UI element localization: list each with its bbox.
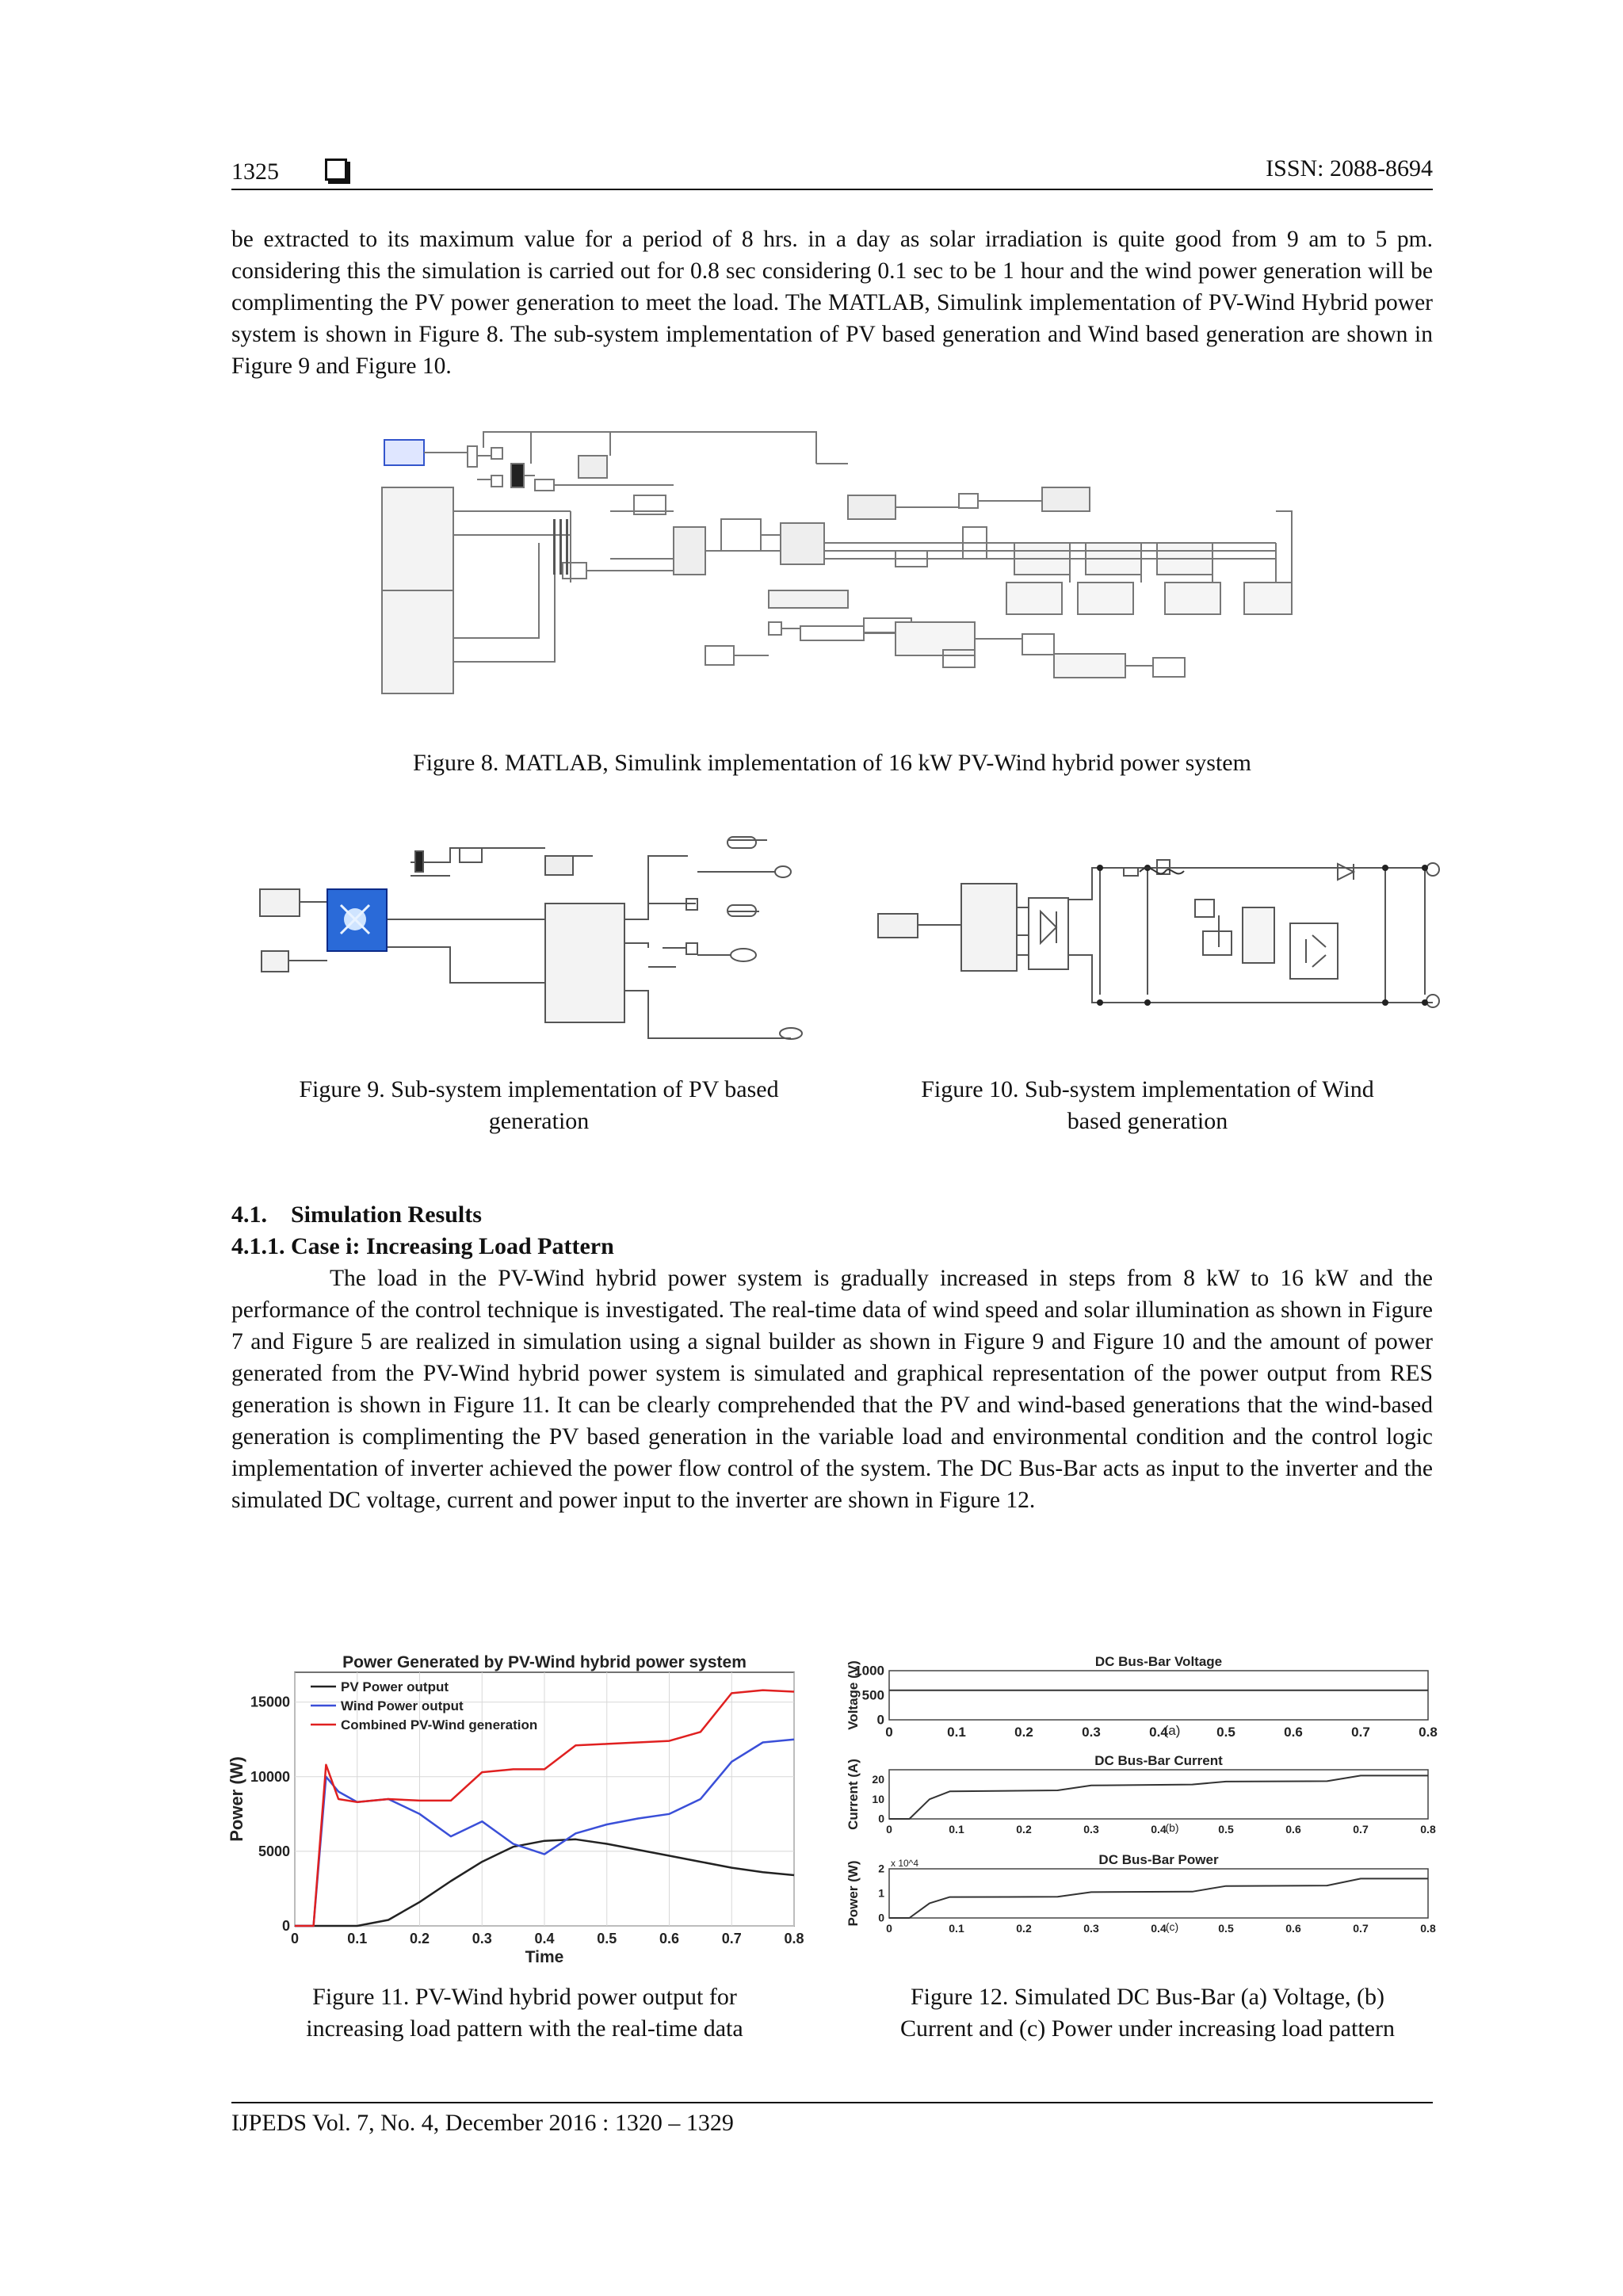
x-tick-label: 0 — [886, 1823, 892, 1836]
y-tick-label: 0 — [876, 1712, 884, 1728]
x-tick-label: 0.3 — [472, 1931, 492, 1946]
x-tick-label: 0.5 — [1218, 1922, 1234, 1935]
figure12-caption: Figure 12. Simulated DC Bus-Bar (a) Voltage, (b) Current and (c) Power under increasing load pattern — [900, 1984, 1395, 2042]
y-axis-label: Power (W) — [227, 1756, 246, 1842]
x-tick-label: 0.4 — [1151, 1823, 1167, 1836]
results-paragraph: The load in the PV-Wind hybrid power system is gradually increased in steps from 8 kW to 16 kW and the performance of the control technique is investigated. The real-time data of wind speed and solar illumination as shown in Figure 7 and Figure 5 are realized in simulation using a signal builder as shown in Figure 9 and Figure 10 and the amount of power generated from the PV-Wind hybrid power system is simulated and graphical representation of the power output from RES generation is shown in Figure 11. It can be clearly comprehended that the PV and wind-based generations that the wind-based generation is complimenting the PV based generation in the variable load and environmental condition and the control logic implementation of inverter achieved the power flow control of the system. The DC Bus-Bar acts as input to the inverter and the simulated DC voltage, current and power input to the inverter are shown in Figure 12. — [231, 1266, 1433, 1513]
x-tick-label: 0.3 — [1082, 1725, 1101, 1740]
figure10-wind-subsystem-diagram — [878, 836, 1449, 1042]
x-tick-label: 0.4 — [1149, 1725, 1168, 1740]
x-tick-label: 0.8 — [1420, 1823, 1436, 1836]
x-tick-label: 0.8 — [784, 1931, 804, 1946]
panel-label: (c) — [1165, 1920, 1179, 1933]
x-tick-label: 0.1 — [949, 1823, 964, 1836]
issn: ISSN: 2088-8694 — [1266, 155, 1433, 181]
x-tick-label: 0.7 — [1351, 1725, 1370, 1740]
y-tick-label: 500 — [861, 1687, 884, 1703]
x-tick-label: 0.7 — [1353, 1823, 1369, 1836]
x-tick-label: 0.4 — [534, 1931, 555, 1946]
y-tick-label: 10 — [872, 1792, 884, 1805]
x-tick-label: 0.6 — [1284, 1725, 1303, 1740]
figure11-caption: Figure 11. PV-Wind hybrid power output for increasing load pattern with the real-time data — [306, 1984, 743, 2042]
y-multiplier-label: x 10^4 — [891, 1858, 918, 1869]
x-tick-label: 0.5 — [597, 1931, 617, 1946]
x-tick-label: 0 — [886, 1922, 892, 1935]
x-tick-label: 0.3 — [1083, 1922, 1099, 1935]
y-tick-label: 10000 — [250, 1768, 290, 1785]
y-tick-label: 0 — [878, 1812, 884, 1825]
x-tick-label: 0 — [290, 1931, 300, 1946]
figure12-dc-busbar-charts — [840, 1648, 1442, 1981]
x-tick-label: 0.5 — [1216, 1725, 1235, 1740]
legend-entry: PV Power output — [341, 1679, 449, 1694]
x-tick-label: 0.2 — [1016, 1922, 1032, 1935]
figure9-pv-subsystem-diagram — [252, 832, 846, 1038]
legend-entry: Wind Power output — [341, 1698, 464, 1713]
figure8-simulink-diagram — [372, 432, 1308, 717]
x-tick-label: 0.1 — [347, 1931, 368, 1946]
x-tick-label: 0.8 — [1420, 1922, 1436, 1935]
subsection-heading: 4.1.1. Case i: Increasing Load Pattern — [231, 1233, 614, 1259]
voltage-panel — [846, 1654, 1438, 1740]
y-tick-label: 0 — [878, 1911, 884, 1924]
x-tick-label: 0.6 — [659, 1931, 680, 1946]
panel-label: (b) — [1165, 1821, 1179, 1834]
figure11-power-chart — [227, 1648, 818, 1981]
x-tick-label: 0.8 — [1419, 1725, 1438, 1740]
x-tick-label: 0.3 — [1083, 1823, 1099, 1836]
y-axis-label: Current (A) — [846, 1759, 861, 1830]
chart-title: DC Bus-Bar Current — [1094, 1753, 1223, 1768]
header-rule — [231, 189, 1433, 190]
chart-title: Power Generated by PV-Wind hybrid power system — [342, 1653, 747, 1671]
panel-label: (a) — [1163, 1723, 1181, 1738]
x-tick-label: 0.1 — [947, 1725, 966, 1740]
footer-journal-info: IJPEDS Vol. 7, No. 4, December 2016 : 1320 – 1329 — [231, 2110, 734, 2136]
y-tick-label: 1000 — [854, 1663, 884, 1679]
plot-area — [889, 1869, 1428, 1918]
chart-title: DC Bus-Bar Power — [1098, 1852, 1219, 1867]
current-panel — [846, 1753, 1436, 1836]
legend-entry: Combined PV-Wind generation — [341, 1717, 538, 1733]
y-tick-label: 15000 — [250, 1694, 290, 1710]
intro-paragraph: be extracted to its maximum value for a period of 8 hrs. in a day as solar irradiation is quite good from 9 am to 5 pm. considering this the simulation is carried out for 0.8 sec considering 0.1 sec to be 1 hour and the wind power generation will be complimenting the PV power generation to meet the load. The MATLAB, Simulink implementation of PV-Wind Hybrid power system is shown in Figure 8. The sub-system implementation of PV based generation and Wind based generation are shown in Figure 9 and Figure 10. — [231, 227, 1433, 379]
x-tick-label: 0 — [885, 1725, 893, 1740]
footer-rule — [231, 2102, 1433, 2103]
x-tick-label: 0.2 — [1016, 1823, 1032, 1836]
y-axis-label: Voltage (V) — [846, 1660, 861, 1730]
power-dc-panel — [846, 1852, 1436, 1935]
x-axis-label: Time — [525, 1948, 564, 1966]
x-tick-label: 0.2 — [1014, 1725, 1033, 1740]
x-tick-label: 0.1 — [949, 1922, 964, 1935]
x-tick-label: 0.7 — [721, 1931, 742, 1946]
page-number: 1325 — [231, 159, 279, 185]
x-tick-label: 0.5 — [1218, 1823, 1234, 1836]
y-tick-label: 1 — [878, 1886, 884, 1900]
x-tick-label: 0.6 — [1285, 1922, 1301, 1935]
x-tick-label: 0.7 — [1353, 1922, 1369, 1935]
square-bullet-icon — [325, 159, 347, 181]
y-tick-label: 20 — [872, 1773, 884, 1786]
y-tick-label: 0 — [281, 1918, 290, 1934]
figure8-caption: Figure 8. MATLAB, Simulink implementation of 16 kW PV-Wind hybrid power system — [413, 750, 1251, 776]
x-tick-label: 0.4 — [1151, 1922, 1167, 1935]
y-tick-label: 5000 — [258, 1843, 290, 1859]
x-tick-label: 0.6 — [1285, 1823, 1301, 1836]
section-heading: 4.1. Simulation Results — [231, 1201, 482, 1228]
y-tick-label: 2 — [878, 1862, 884, 1875]
figure10-caption: Figure 10. Sub-system implementation of Wind based generation — [921, 1076, 1374, 1134]
power-panel — [227, 1653, 804, 1966]
chart-title: DC Bus-Bar Voltage — [1094, 1654, 1223, 1669]
plot-area — [889, 1671, 1428, 1720]
y-axis-label: Power (W) — [846, 1860, 861, 1927]
figure9-caption: Figure 9. Sub-system implementation of PV based generation — [299, 1076, 779, 1134]
x-tick-label: 0.2 — [409, 1931, 430, 1946]
